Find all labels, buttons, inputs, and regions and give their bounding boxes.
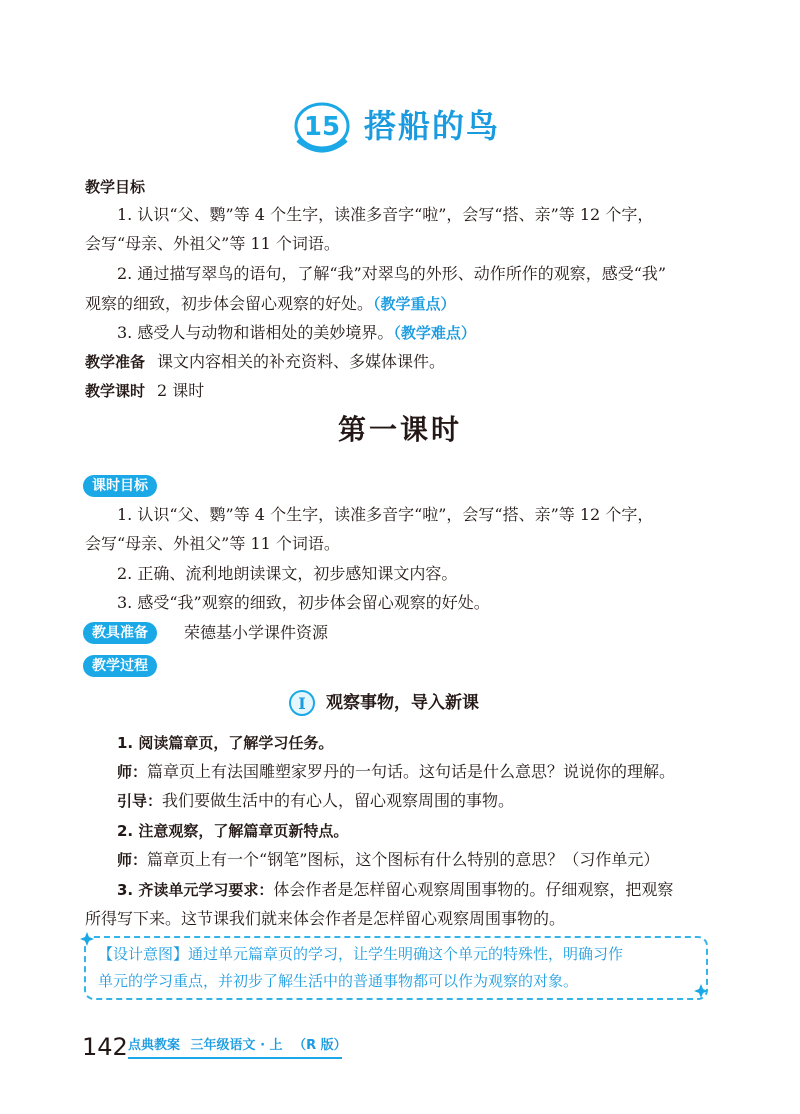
tools-text: 荣德基小学课件资源 — [184, 623, 329, 642]
guide-text: 我们要做生活中的有心人，留心观察周围的事物。 — [162, 791, 515, 810]
tools-tag: 教具准备 — [83, 622, 157, 644]
goal-1-line-2: 会写“母亲、外祖父”等 11 个词语。 — [85, 234, 340, 253]
footer-rule — [128, 1057, 342, 1059]
key-point-tag: （教学重点） — [373, 295, 456, 313]
goal-1-line-1: 1. 认识“父、鹦”等 4 个生字，读准多音字“啦”，会写“搭、亲”等 12 个字， — [117, 205, 654, 224]
session-goals-tag: 课时目标 — [83, 475, 157, 497]
design-note-line-2: 单元的学习重点，并初步了解生活中的普通事物都可以作为观察的对象。 — [98, 972, 579, 990]
step-3-text: 体会作者是怎样留心观察周围事物的。仔细观察，把观察 — [273, 880, 674, 899]
session-title: 第一课时 — [337, 413, 462, 446]
section-numeral: I — [298, 694, 306, 713]
teacher-text-2: 篇章页上有一个“钢笔”图标，这个图标有什么特别的意思？（习作单元） — [147, 850, 660, 869]
step-2: 2. 注意观察，了解篇章页新特点。 — [117, 822, 349, 840]
section-numeral-badge — [288, 689, 316, 717]
step-1: 1. 阅读篇章页，了解学习任务。 — [117, 734, 334, 752]
lesson-title: 搭船的鸟 — [364, 107, 501, 145]
section-title: 观察事物，导入新课 — [326, 693, 479, 713]
goals-heading: 教学目标 — [85, 178, 146, 196]
guide-label: 引导： — [117, 792, 163, 810]
session-goal-2: 2. 正确、流利地朗读课文，初步感知课文内容。 — [117, 564, 458, 583]
session-goal-3: 3. 感受“我”观察的细致，初步体会留心观察的好处。 — [117, 593, 490, 612]
goal-2-text: 观察的细致，初步体会留心观察的好处。 — [85, 294, 374, 313]
lesson-number: 15 — [303, 112, 341, 142]
prep-label: 教学准备 — [85, 353, 146, 371]
goal-3-text: 3. 感受人与动物和谐相处的美妙境界。 — [117, 323, 394, 342]
page-number: 142 — [82, 1033, 128, 1061]
difficulty-tag: （教学难点） — [393, 324, 476, 342]
footer-grade: 三年级语文 · 上 — [190, 1038, 283, 1053]
goal-3-line — [117, 323, 476, 343]
hours-text: 2 课时 — [157, 381, 205, 400]
teacher-label-2: 师： — [117, 851, 148, 869]
prep-row — [85, 352, 445, 372]
session-goal-1-line-1: 1. 认识“父、鹦”等 4 个生字，读准多音字“啦”，会写“搭、亲”等 12 个字， — [117, 505, 654, 524]
goal-2-line-1: 2. 通过描写翠鸟的语句，了解“我”对翠鸟的外形、动作所作的观察，感受“我” — [117, 264, 667, 283]
hours-label: 教学课时 — [85, 382, 146, 400]
goal-2-line-2 — [85, 294, 456, 314]
footer-book-info — [128, 1037, 347, 1055]
design-note-line-1: 【设计意图】通过单元篇章页的学习，让学生明确这个单元的特殊性，明确习作 — [98, 945, 624, 963]
guide-line — [117, 791, 514, 811]
lesson-number-badge — [290, 100, 354, 156]
step-3-label: 3. 齐读单元学习要求： — [117, 881, 274, 899]
footer-book: 点典教案 — [128, 1038, 181, 1053]
session-goal-1-line-2: 会写“母亲、外祖父”等 11 个词语。 — [85, 534, 340, 553]
corner-star-icon — [80, 932, 94, 946]
hours-row — [85, 381, 204, 401]
teacher-line-1 — [117, 762, 675, 782]
corner-star-icon — [694, 984, 708, 998]
step-3-line-1 — [117, 880, 673, 900]
footer-edition: （R 版） — [293, 1038, 347, 1053]
teacher-label-1: 师： — [117, 763, 148, 781]
process-tag: 教学过程 — [83, 655, 157, 677]
prep-text: 课文内容相关的补充资料、多媒体课件。 — [157, 352, 446, 371]
teacher-text-1: 篇章页上有法国雕塑家罗丹的一句话。这句话是什么意思？说说你的理解。 — [147, 762, 676, 781]
teacher-line-2 — [117, 850, 659, 870]
step-3-line-2: 所得写下来。这节课我们就来体会作者是怎样留心观察周围事物的。 — [85, 909, 566, 928]
